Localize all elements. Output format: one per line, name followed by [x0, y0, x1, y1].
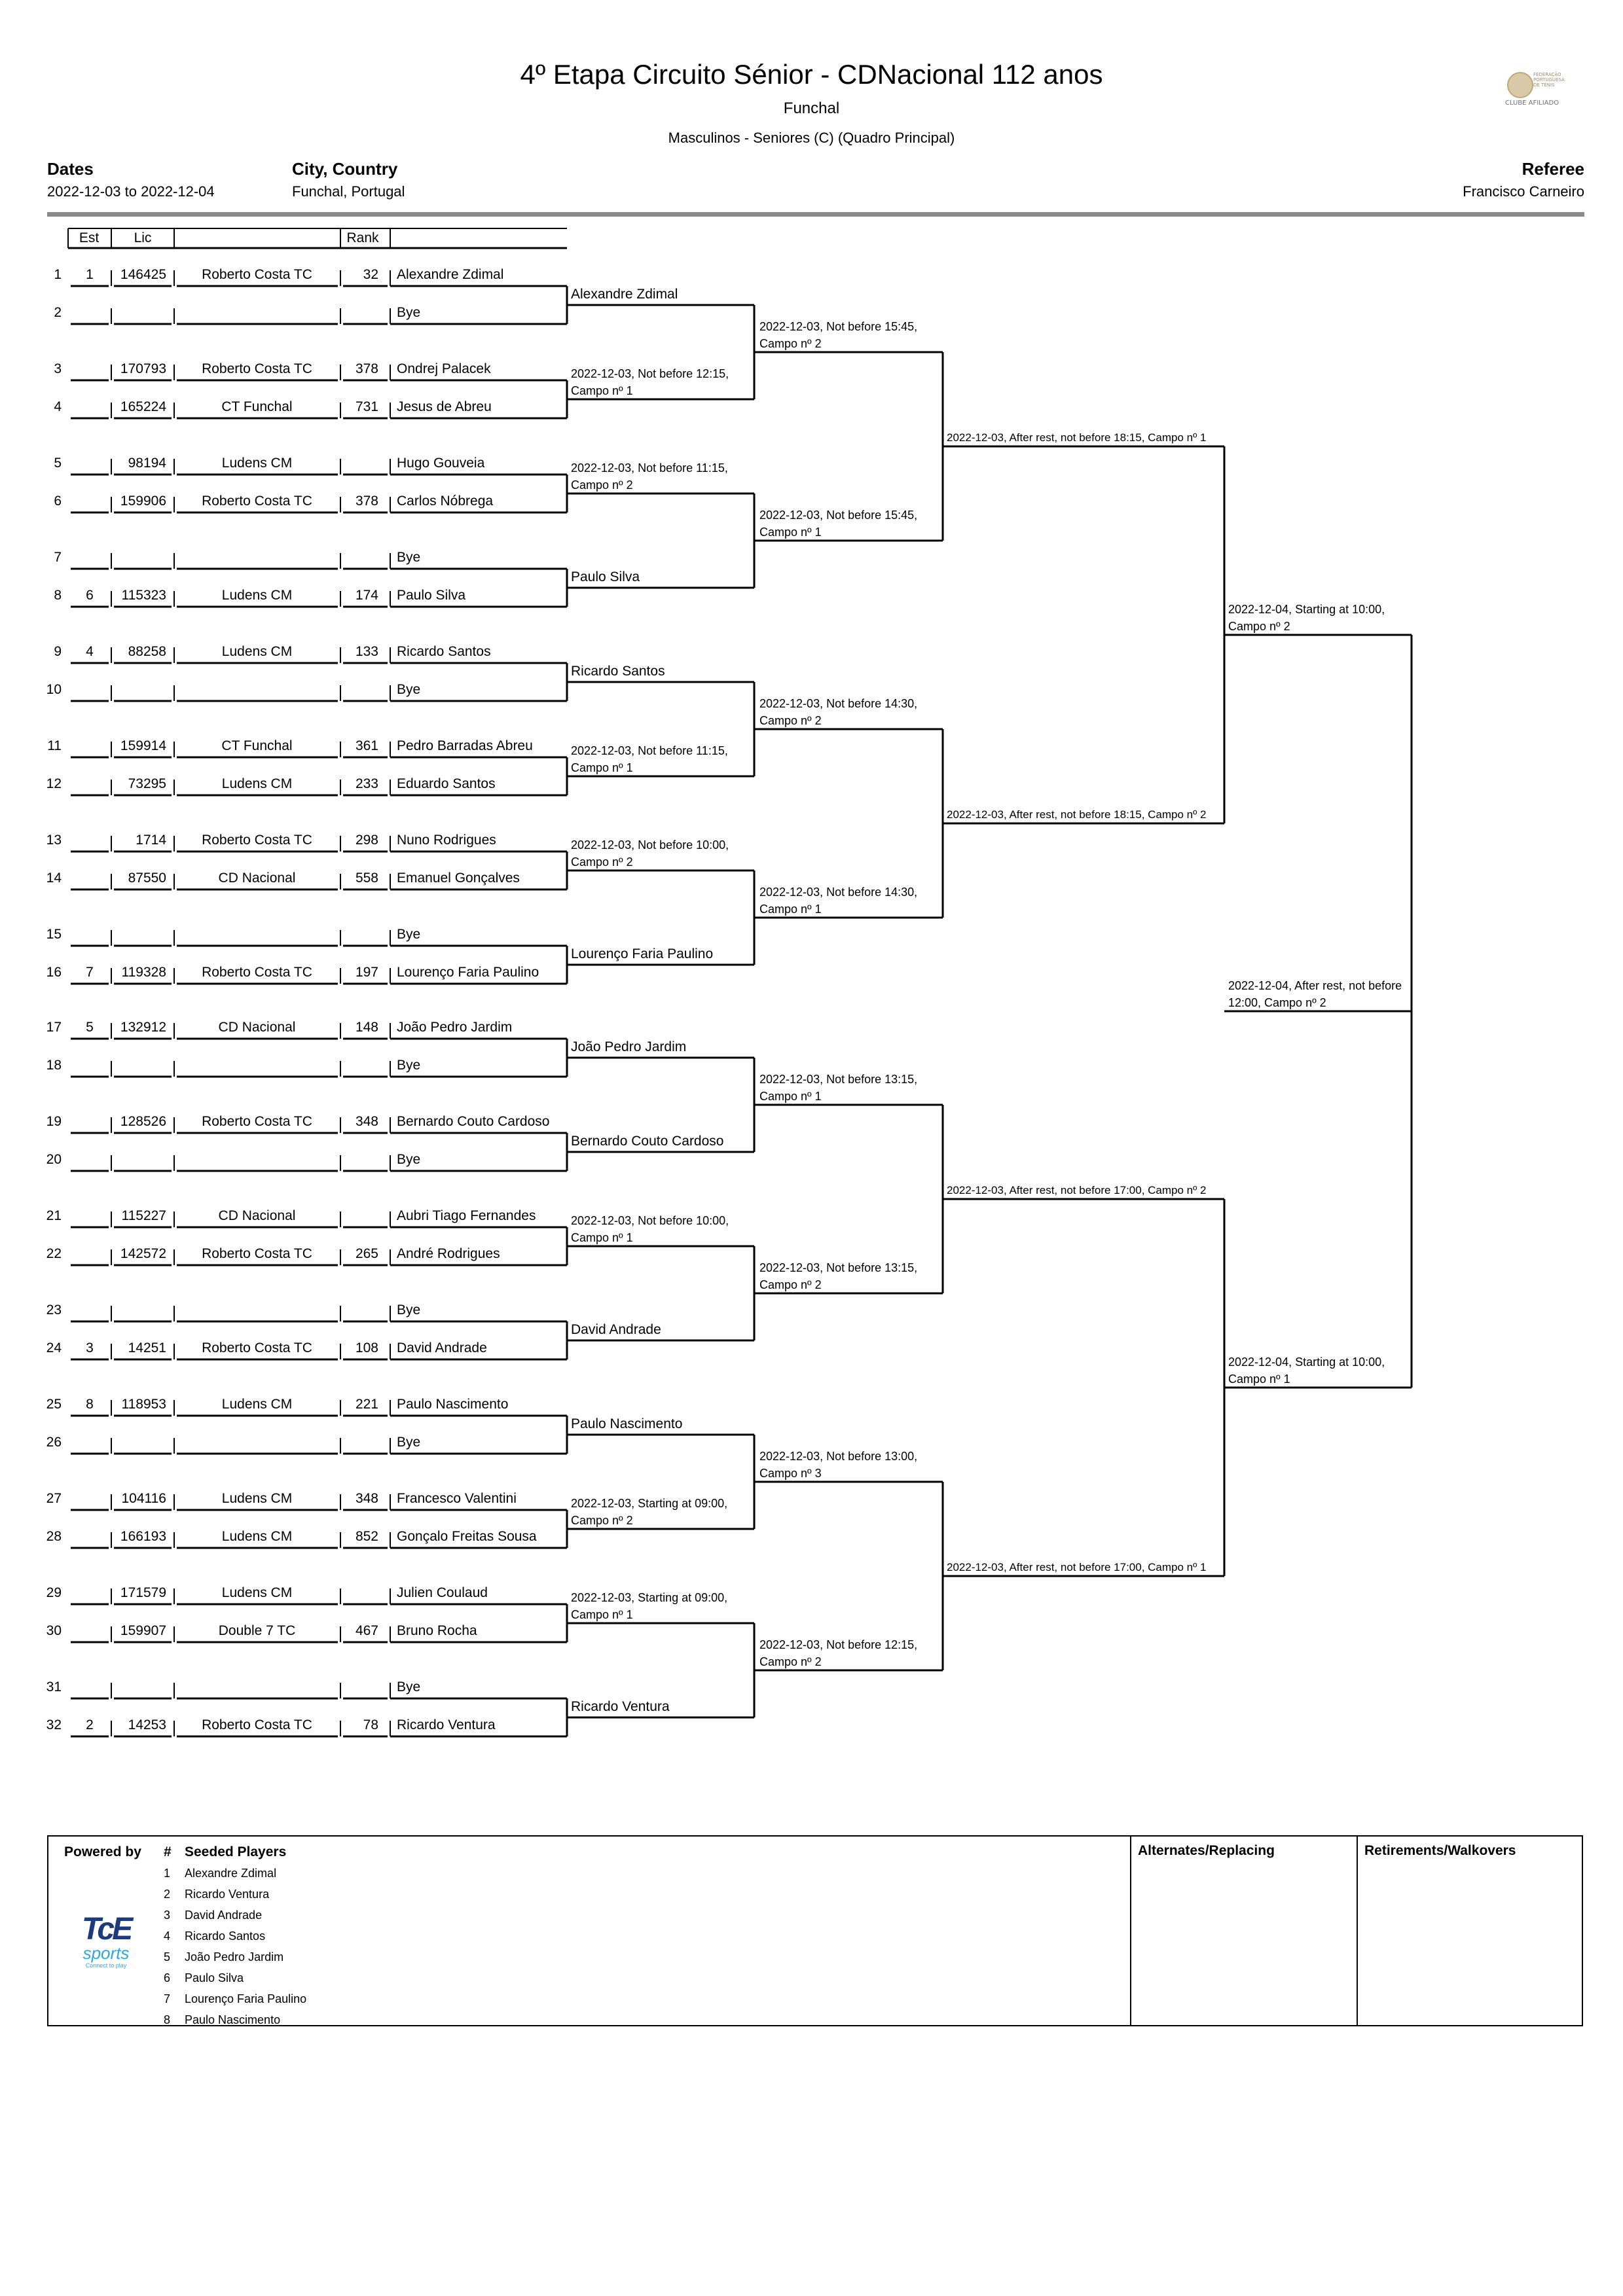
seed-rank: 5 — [164, 1950, 171, 1964]
player-name: André Rodrigues — [397, 1246, 500, 1261]
player-club: CT Funchal — [221, 738, 293, 753]
dates-label: Dates — [47, 159, 94, 179]
player-name: Ricardo Ventura — [397, 1717, 496, 1732]
page-title: 4º Etapa Circuito Sénior - CDNacional 112 anos — [520, 59, 1103, 90]
license-number: 14251 — [128, 1340, 166, 1355]
draw-position: 16 — [46, 965, 62, 980]
draw-position: 28 — [46, 1529, 62, 1544]
license-number: 87550 — [128, 870, 166, 886]
player-club: Roberto Costa TC — [202, 1114, 312, 1129]
player-rank: 108 — [355, 1340, 378, 1355]
player-name: Bye — [397, 1152, 421, 1167]
player-rank: 265 — [355, 1246, 378, 1261]
round3-schedule: 2022-12-03, Not before 15:45, Campo nº 1 — [759, 509, 918, 539]
seed-rank: 2 — [164, 1888, 171, 1901]
player-rank: 148 — [355, 1020, 378, 1035]
player-name: Emanuel Gonçalves — [397, 870, 520, 886]
round4-schedule: 2022-12-03, After rest, not before 17:00, Campo nº 1 — [947, 1561, 1207, 1573]
draw-position: 31 — [46, 1679, 62, 1695]
draw-position: 30 — [46, 1623, 62, 1638]
seed-player-name: João Pedro Jardim — [185, 1950, 284, 1964]
round4-schedule: 2022-12-03, After rest, not before 17:00, Campo nº 2 — [947, 1184, 1207, 1196]
draw-position: 13 — [46, 833, 62, 848]
round4-schedule: 2022-12-03, After rest, not before 18:15, Campo nº 1 — [947, 431, 1207, 444]
license-number: 128526 — [120, 1114, 166, 1129]
draw-position: 8 — [54, 588, 62, 603]
license-number: 159906 — [120, 493, 166, 509]
player-rank: 298 — [355, 833, 378, 848]
player-name: Bye — [397, 1302, 421, 1318]
player-name: Francesco Valentini — [397, 1491, 517, 1506]
referee-value: Francisco Carneiro — [1463, 183, 1584, 200]
player-club: Roberto Costa TC — [202, 361, 312, 376]
player-club: Ludens CM — [221, 1491, 293, 1506]
license-number: 1714 — [136, 833, 166, 848]
license-number: 171579 — [120, 1585, 166, 1600]
player-name: Carlos Nóbrega — [397, 493, 494, 509]
col-header-rank: Rank — [346, 230, 379, 245]
tce-logo-sports: sports — [82, 1943, 130, 1963]
seed-player-name: Alexandre Zdimal — [185, 1867, 277, 1880]
draw-position: 21 — [46, 1208, 62, 1223]
player-club: CT Funchal — [221, 399, 293, 414]
round2-winner: João Pedro Jardim — [571, 1039, 687, 1054]
seed-rank: 8 — [164, 2013, 171, 2026]
round3-schedule: 2022-12-03, Not before 13:15, Campo nº 1 — [759, 1073, 918, 1103]
seed-number: 1 — [86, 267, 94, 282]
license-number: 170793 — [120, 361, 166, 376]
round2-schedule: 2022-12-03, Not before 10:00, Campo nº 1 — [571, 1214, 729, 1244]
draw-position: 3 — [54, 361, 62, 376]
player-club: CD Nacional — [218, 1208, 296, 1223]
player-rank: 558 — [355, 870, 378, 886]
player-name: Bye — [397, 305, 421, 320]
draw-position: 1 — [54, 267, 62, 282]
player-club: Roberto Costa TC — [202, 1340, 312, 1355]
draw-position: 14 — [46, 870, 62, 886]
tce-sports-logo — [71, 1912, 141, 1971]
license-number: 159914 — [120, 738, 166, 753]
license-number: 132912 — [120, 1020, 166, 1035]
round2-winner: Paulo Silva — [571, 569, 640, 584]
tce-logo-tagline: Connect to play — [85, 1962, 127, 1969]
license-number: 14253 — [128, 1717, 166, 1732]
player-name: Ondrej Palacek — [397, 361, 491, 376]
seed-player-name: Ricardo Santos — [185, 1929, 266, 1943]
draw-position: 10 — [46, 682, 62, 697]
license-number: 118953 — [121, 1397, 166, 1412]
dates-value: 2022-12-03 to 2022-12-04 — [47, 183, 215, 200]
col-header-est: Est — [79, 230, 100, 245]
seed-number-header: # — [164, 1844, 172, 1859]
round3-schedule: 2022-12-03, Not before 14:30, Campo nº 1 — [759, 886, 918, 916]
draw-position: 22 — [46, 1246, 62, 1261]
player-rank: 361 — [355, 738, 378, 753]
tce-logo-mark: TcE — [81, 1912, 131, 1946]
player-name: Bye — [397, 550, 421, 565]
player-club: Roberto Costa TC — [202, 1246, 312, 1261]
round2-schedule: 2022-12-03, Starting at 09:00, Campo nº 1 — [571, 1591, 728, 1621]
license-number: 159907 — [120, 1623, 166, 1638]
round3-schedule: 2022-12-03, Not before 15:45, Campo nº 2 — [759, 320, 918, 350]
player-club: Roberto Costa TC — [202, 493, 312, 509]
player-name: Eduardo Santos — [397, 776, 496, 791]
player-rank: 174 — [355, 588, 378, 603]
player-rank: 378 — [355, 361, 378, 376]
player-club: Ludens CM — [221, 644, 293, 659]
seeded-players-title: Seeded Players — [185, 1844, 287, 1859]
player-name: Alexandre Zdimal — [397, 267, 504, 282]
player-name: Aubri Tiago Fernandes — [397, 1208, 536, 1223]
player-club: Double 7 TC — [218, 1623, 296, 1638]
seed-number: 4 — [86, 644, 94, 659]
license-number: 98194 — [128, 456, 166, 471]
player-club: Roberto Costa TC — [202, 965, 312, 980]
city-country-value: Funchal, Portugal — [292, 183, 405, 200]
license-number: 142572 — [120, 1246, 166, 1261]
seed-rank: 4 — [164, 1929, 171, 1943]
license-number: 119328 — [121, 965, 166, 980]
player-rank: 852 — [355, 1529, 378, 1544]
player-rank: 233 — [355, 776, 378, 791]
player-name: Bye — [397, 1435, 421, 1450]
round2-winner: Lourenço Faria Paulino — [571, 946, 714, 961]
player-club: Roberto Costa TC — [202, 1717, 312, 1732]
round3-schedule: 2022-12-03, Not before 13:00, Campo nº 3 — [759, 1450, 918, 1480]
seed-rank: 6 — [164, 1971, 171, 1984]
player-rank: 78 — [363, 1717, 378, 1732]
player-club: CD Nacional — [218, 870, 296, 886]
player-name: Julien Coulaud — [397, 1585, 488, 1600]
draw-position: 4 — [54, 399, 62, 414]
player-club: Ludens CM — [221, 456, 293, 471]
player-rank: 32 — [363, 267, 378, 282]
license-number: 104116 — [121, 1491, 166, 1506]
player-club: Ludens CM — [221, 1529, 293, 1544]
venue-city: Funchal — [783, 99, 840, 117]
round2-schedule: 2022-12-03, Not before 12:15, Campo nº 1 — [571, 367, 729, 397]
draw-position: 27 — [46, 1491, 62, 1506]
player-rank: 731 — [355, 399, 378, 414]
draw-position: 9 — [54, 644, 62, 659]
seed-player-name: David Andrade — [185, 1909, 263, 1922]
round4-schedule: 2022-12-03, After rest, not before 18:15, Campo nº 2 — [947, 808, 1207, 821]
player-name: David Andrade — [397, 1340, 487, 1355]
draw-name: Masculinos - Seniores (C) (Quadro Principal) — [668, 130, 955, 146]
round2-winner: David Andrade — [571, 1322, 661, 1337]
draw-position: 26 — [46, 1435, 62, 1450]
seed-number: 7 — [86, 965, 94, 980]
draw-position: 19 — [46, 1114, 62, 1129]
seed-number: 6 — [86, 588, 94, 603]
round2-winner: Paulo Nascimento — [571, 1416, 683, 1431]
player-name: Gonçalo Freitas Sousa — [397, 1529, 537, 1544]
player-rank: 467 — [355, 1623, 378, 1638]
round2-winner: Alexandre Zdimal — [571, 287, 678, 302]
player-rank: 133 — [355, 644, 378, 659]
player-name: João Pedro Jardim — [397, 1020, 513, 1035]
federation-logo-text: FEDERAÇÃO PORTUGUESA DE TÉNIS — [1533, 72, 1565, 88]
round5-schedule: 2022-12-04, Starting at 10:00, Campo nº 1 — [1228, 1355, 1385, 1386]
seed-player-name: Ricardo Ventura — [185, 1888, 270, 1901]
city-country-label: City, Country — [292, 159, 398, 179]
seed-player-name: Paulo Nascimento — [185, 2013, 281, 2026]
legend-divider-1 — [1130, 1835, 1131, 2026]
round2-winner: Bernardo Couto Cardoso — [571, 1134, 724, 1149]
federation-logo-caption: CLUBE AFILIADO — [1504, 99, 1559, 107]
license-number: 73295 — [128, 776, 166, 791]
referee-label: Referee — [1522, 159, 1584, 179]
player-name: Bye — [397, 682, 421, 697]
seed-player-name: Lourenço Faria Paulino — [185, 1992, 307, 2005]
seed-rank: 3 — [164, 1909, 171, 1922]
player-name: Pedro Barradas Abreu — [397, 738, 533, 753]
draw-position: 18 — [46, 1058, 62, 1073]
draw-position: 11 — [47, 738, 62, 753]
player-rank: 378 — [355, 493, 378, 509]
player-name: Hugo Gouveia — [397, 456, 485, 471]
legend-divider-2 — [1357, 1835, 1358, 2026]
retirements-title: Retirements/Walkovers — [1364, 1843, 1516, 1858]
seed-number: 8 — [86, 1397, 94, 1412]
seed-rank: 1 — [164, 1867, 171, 1880]
draw-position: 2 — [54, 305, 62, 320]
draw-position: 29 — [46, 1585, 62, 1600]
draw-position: 32 — [46, 1717, 62, 1732]
seed-player-name: Paulo Silva — [185, 1971, 244, 1984]
player-club: Roberto Costa TC — [202, 833, 312, 848]
player-club: Ludens CM — [221, 1585, 293, 1600]
license-number: 88258 — [128, 644, 166, 659]
player-name: Jesus de Abreu — [397, 399, 492, 414]
draw-position: 23 — [46, 1302, 62, 1318]
player-name: Bernardo Couto Cardoso — [397, 1114, 550, 1129]
round3-schedule: 2022-12-03, Not before 14:30, Campo nº 2 — [759, 697, 918, 727]
player-name: Paulo Silva — [397, 588, 466, 603]
player-rank: 221 — [355, 1397, 378, 1412]
draw-position: 24 — [46, 1340, 62, 1355]
player-name: Bye — [397, 1058, 421, 1073]
draw-position: 20 — [46, 1152, 62, 1167]
round3-schedule: 2022-12-03, Not before 12:15, Campo nº 2 — [759, 1638, 918, 1668]
round5-schedule: 2022-12-04, Starting at 10:00, Campo nº 2 — [1228, 603, 1385, 633]
powered-by-label: Powered by — [64, 1844, 141, 1859]
license-number: 166193 — [120, 1529, 166, 1544]
draw-position: 6 — [54, 493, 62, 509]
player-name: Lourenço Faria Paulino — [397, 965, 539, 980]
player-name: Bye — [397, 1679, 421, 1695]
draw-position: 12 — [46, 776, 62, 791]
draw-position: 7 — [54, 550, 62, 565]
final-schedule: 2022-12-04, After rest, not before 12:00, Campo nº 2 — [1228, 979, 1402, 1009]
player-name: Bruno Rocha — [397, 1623, 477, 1638]
draw-position: 25 — [46, 1397, 62, 1412]
seed-number: 5 — [86, 1020, 94, 1035]
player-rank: 348 — [355, 1491, 378, 1506]
player-name: Bye — [397, 927, 421, 942]
round2-schedule: 2022-12-03, Starting at 09:00, Campo nº 2 — [571, 1497, 728, 1527]
player-club: Ludens CM — [221, 1397, 293, 1412]
seed-number: 3 — [86, 1340, 94, 1355]
player-club: Ludens CM — [221, 588, 293, 603]
player-name: Ricardo Santos — [397, 644, 491, 659]
player-club: Ludens CM — [221, 776, 293, 791]
seed-rank: 7 — [164, 1992, 171, 2005]
player-rank: 348 — [355, 1114, 378, 1129]
round2-schedule: 2022-12-03, Not before 10:00, Campo nº 2 — [571, 838, 729, 869]
draw-position: 15 — [46, 927, 62, 942]
player-name: Nuno Rodrigues — [397, 833, 496, 848]
player-rank: 197 — [355, 965, 378, 980]
draw-position: 5 — [54, 456, 62, 471]
player-club: Roberto Costa TC — [202, 267, 312, 282]
player-name: Paulo Nascimento — [397, 1397, 509, 1412]
round2-winner: Ricardo Ventura — [571, 1699, 670, 1714]
seed-number: 2 — [86, 1717, 94, 1732]
license-number: 146425 — [120, 267, 166, 282]
license-number: 115323 — [121, 588, 166, 603]
alternates-title: Alternates/Replacing — [1138, 1843, 1275, 1858]
license-number: 115227 — [121, 1208, 166, 1223]
player-club: CD Nacional — [218, 1020, 296, 1035]
round2-schedule: 2022-12-03, Not before 11:15, Campo nº 1 — [571, 744, 728, 774]
round2-winner: Ricardo Santos — [571, 664, 665, 679]
draw-position: 17 — [46, 1020, 62, 1035]
col-header-lic: Lic — [134, 230, 152, 245]
round3-schedule: 2022-12-03, Not before 13:15, Campo nº 2 — [759, 1261, 918, 1291]
license-number: 165224 — [120, 399, 166, 414]
round2-schedule: 2022-12-03, Not before 11:15, Campo nº 2 — [571, 461, 728, 492]
